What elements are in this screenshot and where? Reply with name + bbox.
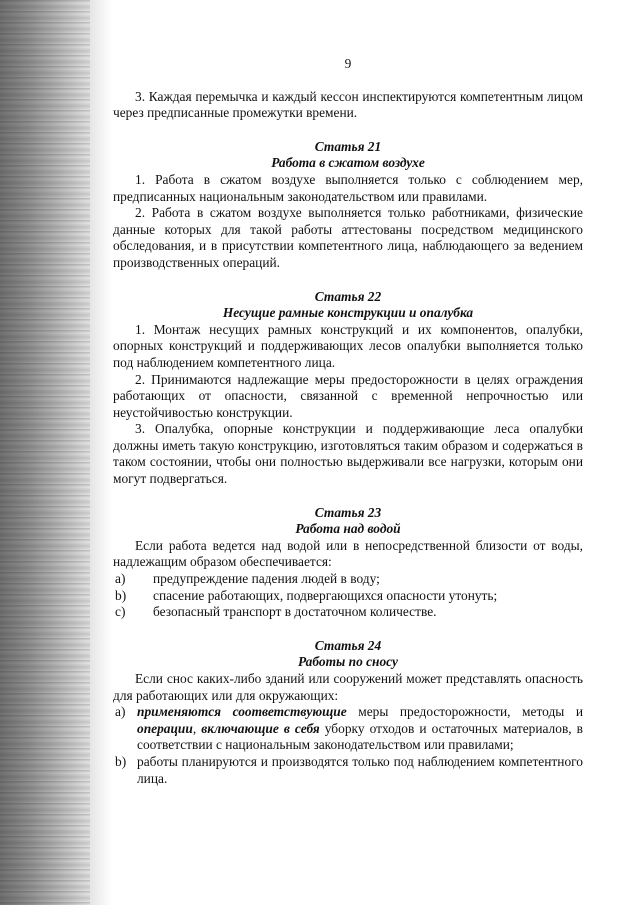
list-marker: a) xyxy=(115,571,126,587)
plain-text: уборку отходов и остаточных материалов, в соответствии с национальным законодательством или правилами; xyxy=(137,720,584,753)
article-22-title: Несущие рамные конструкции и опалубка xyxy=(222,305,474,321)
list-marker: c) xyxy=(115,604,126,620)
list-item xyxy=(113,588,583,605)
article-24-number: Статья 24 xyxy=(314,637,382,653)
list-item xyxy=(113,571,583,588)
article-21-number: Статья 21 xyxy=(314,138,382,154)
article-21-title: Работа в сжатом воздухе xyxy=(271,155,425,171)
scan-shadow-streaks xyxy=(0,0,90,905)
list-marker: b) xyxy=(115,753,127,769)
list-marker: a) xyxy=(115,704,126,720)
list-text: спасение работающих, подвергающихся опасности утонуть; xyxy=(153,587,498,603)
emphasis-text: операции xyxy=(137,720,193,736)
page-number: 9 xyxy=(344,56,352,71)
article-22-paragraph-2: 2. Принимаются надлежащие меры предосторожности в целях ограждения работающих от опасности, связанной с временной непрочностью или неустойчивостью конструкции. xyxy=(113,371,583,420)
list-item xyxy=(113,754,583,787)
article-23-intro: Если работа ведется над водой или в непосредственной близости от воды, надлежащим образом обеспечивается: xyxy=(113,537,583,570)
plain-text: , xyxy=(192,720,202,736)
emphasis-text: применяются соответствующие xyxy=(137,704,347,720)
article-24-intro: Если снос каких-либо зданий или сооружений может представлять опасность для работающих или для окружающих: xyxy=(113,671,583,703)
document-page xyxy=(113,44,583,787)
list-marker: b) xyxy=(115,587,127,603)
article-21-paragraph-1: 1. Работа в сжатом воздухе выполняется только с соблюдением мер, предписанных национальным законодательством или правилами. xyxy=(113,171,583,204)
article-22-paragraph-1: 1. Монтаж несущих рамных конструкций и их компонентов, опалубки, опорных конструкций и поддерживающих лесов опалубки выполняется только под наблюдением компетентного лица. xyxy=(113,321,583,370)
article-23-title: Работа над водой xyxy=(295,521,401,537)
article-22-paragraph-3: 3. Опалубка, опорные конструкции и поддерживающие леса опалубки должны иметь такую конструкцию, изготовляться таким образом и содержаться в таком состоянии, чтобы они полностью выдерживали все нагрузки, которым они могут подвергаться. xyxy=(113,421,583,487)
article-21-paragraph-2: 2. Работа в сжатом воздухе выполняется только работниками, физические данные которых для такой работы аттестованы посредством медицинского обследования, и в присутствии компетентного лица, наблюдающего за ведением производственных операций. xyxy=(113,205,583,270)
article-23-number: Статья 23 xyxy=(314,504,382,520)
intro-paragraph: 3. Каждая перемычка и каждый кессон инспектируются компетентным лицом через предписанные промежутки времени. xyxy=(113,88,583,121)
article-24-title: Работы по сносу xyxy=(298,654,398,670)
article-23 xyxy=(113,505,583,621)
article-21 xyxy=(113,139,583,272)
list-text: безопасный транспорт в достаточном количестве. xyxy=(153,604,437,620)
article-22-number: Статья 22 xyxy=(314,288,382,304)
list-item xyxy=(113,704,583,754)
article-22 xyxy=(113,289,583,488)
list-text xyxy=(137,704,583,754)
article-24 xyxy=(113,638,583,787)
list-item xyxy=(113,604,583,621)
list-text: предупреждение падения людей в воду; xyxy=(153,571,380,587)
emphasis-text: включающие в себя xyxy=(201,720,320,736)
list-text: работы планируются и производятся только под наблюдением компетентного лица. xyxy=(137,753,583,786)
plain-text: меры предосторожности, методы и xyxy=(346,704,583,720)
